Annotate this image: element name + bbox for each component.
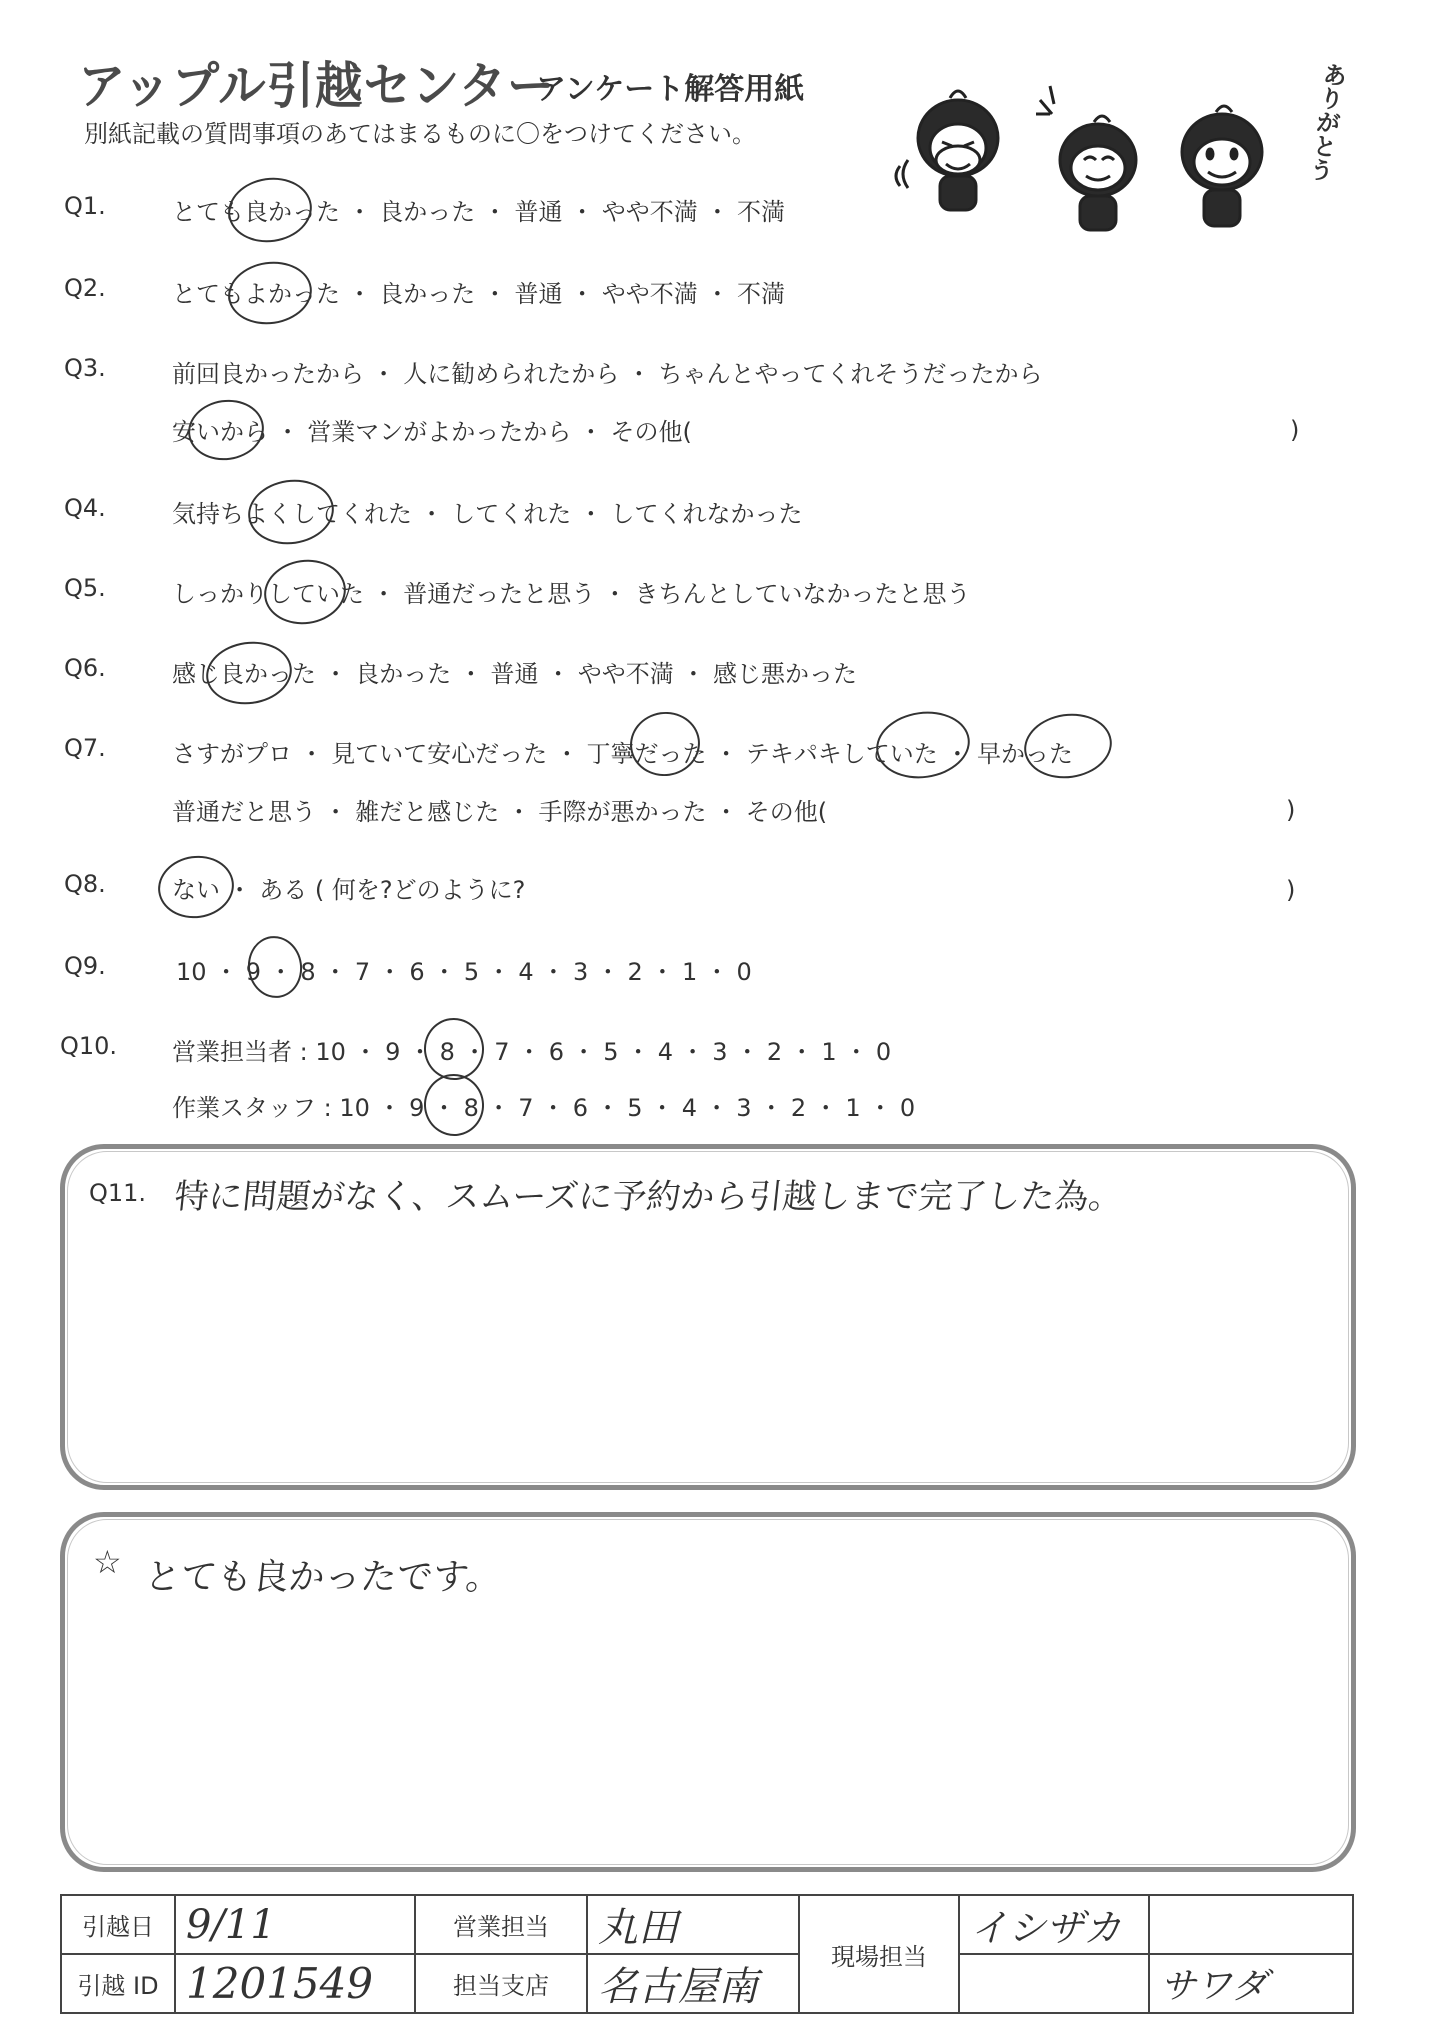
- star-icon: ☆: [93, 1543, 122, 1581]
- closing-paren: ): [1286, 796, 1296, 824]
- question-number: Q4.: [64, 494, 106, 522]
- question-options: 安いから ・ 営業マンがよかったから ・ その他(: [172, 418, 692, 446]
- question-options: さすがプロ ・ 見ていて安心だった ・ 丁寧だった ・ テキパキしていた ・ 早かった: [172, 740, 1074, 768]
- move-id-value: 1201549: [175, 1954, 415, 2013]
- question-options: ない ・ ある ( 何を?どのように?: [172, 876, 526, 904]
- question-options: とても良かった ・ 良かった ・ 普通 ・ やや不満 ・ 不満: [172, 198, 786, 226]
- move-id-label: 引越 ID: [61, 1954, 175, 2013]
- site-staff-label: 現場担当: [799, 1895, 959, 2013]
- question-number: Q10.: [60, 1032, 118, 1060]
- q11-label: Q11.: [89, 1179, 147, 1207]
- question-number: Q8.: [64, 870, 106, 898]
- monkey-mascot-illustration: [890, 56, 1360, 246]
- question-options: 営業担当者 : 10 ・ 9 ・ 8 ・ 7 ・ 6 ・ 5 ・ 4 ・ 3 ・ 2 ・ 1 ・ 0: [172, 1038, 892, 1066]
- move-date-value: 9/11: [175, 1895, 415, 1954]
- site-staff-empty-cell: [959, 1954, 1149, 2013]
- q11-handwritten-answer: 特に問題がなく、スムーズに予約から引越しまで完了した為。: [172, 1177, 1125, 1217]
- sales-staff-value: 丸田: [587, 1895, 799, 1954]
- closing-paren: ): [1290, 416, 1300, 444]
- question-number: Q1.: [64, 192, 106, 220]
- site-staff-empty-cell: [1149, 1895, 1353, 1954]
- question-number: Q9.: [64, 952, 106, 980]
- question-number: Q6.: [64, 654, 106, 682]
- closing-paren: ): [1286, 876, 1296, 904]
- question-options: 普通だと思う ・ 雑だと感じた ・ 手際が悪かった ・ その他(: [172, 798, 828, 826]
- comment-answer-box: [60, 1512, 1356, 1872]
- staff-info-table: [60, 1894, 1354, 2014]
- move-date-label: 引越日: [61, 1895, 175, 1954]
- branch-value: 名古屋南: [587, 1954, 799, 2013]
- survey-subtitle: アンケート解答用紙: [536, 72, 805, 107]
- question-options: しっかりしていた ・ 普通だったと思う ・ きちんとしていなかったと思う: [172, 580, 971, 608]
- site-staff-value-1: イシザカ: [959, 1895, 1149, 1954]
- question-options: 気持ちよくしてくれた ・ してくれた ・ してくれなかった: [172, 500, 803, 528]
- question-options: 10 ・ 9 ・ 8 ・ 7 ・ 6 ・ 5 ・ 4 ・ 3 ・ 2 ・ 1 ・ 0: [176, 958, 752, 986]
- sales-staff-label: 営業担当: [415, 1895, 587, 1954]
- question-number: Q3.: [64, 354, 106, 382]
- question-options: 作業スタッフ : 10 ・ 9 ・ 8 ・ 7 ・ 6 ・ 5 ・ 4 ・ 3 ・ 2 ・ 1 ・ 0: [172, 1094, 916, 1122]
- instruction-text: 別紙記載の質問事項のあてはまるものに〇をつけてください。: [84, 120, 756, 148]
- site-staff-value-2: サワダ: [1149, 1954, 1353, 2013]
- survey-company-title: アップル引越センター: [78, 57, 556, 115]
- question-options: とてもよかった ・ 良かった ・ 普通 ・ やや不満 ・ 不満: [172, 280, 786, 308]
- mascot-caption: ありがとう: [1303, 60, 1349, 184]
- question-number: Q2.: [64, 274, 106, 302]
- question-number: Q7.: [64, 734, 106, 762]
- branch-label: 担当支店: [415, 1954, 587, 2013]
- q11-answer-box: [60, 1144, 1356, 1490]
- question-number: Q5.: [64, 574, 106, 602]
- comment-handwritten-answer: とても良かったです。: [142, 1557, 504, 1598]
- question-options: 感じ良かった ・ 良かった ・ 普通 ・ やや不満 ・ 感じ悪かった: [172, 660, 858, 688]
- question-options: 前回良かったから ・ 人に勧められたから ・ ちゃんとやってくれそうだったから: [172, 360, 1043, 388]
